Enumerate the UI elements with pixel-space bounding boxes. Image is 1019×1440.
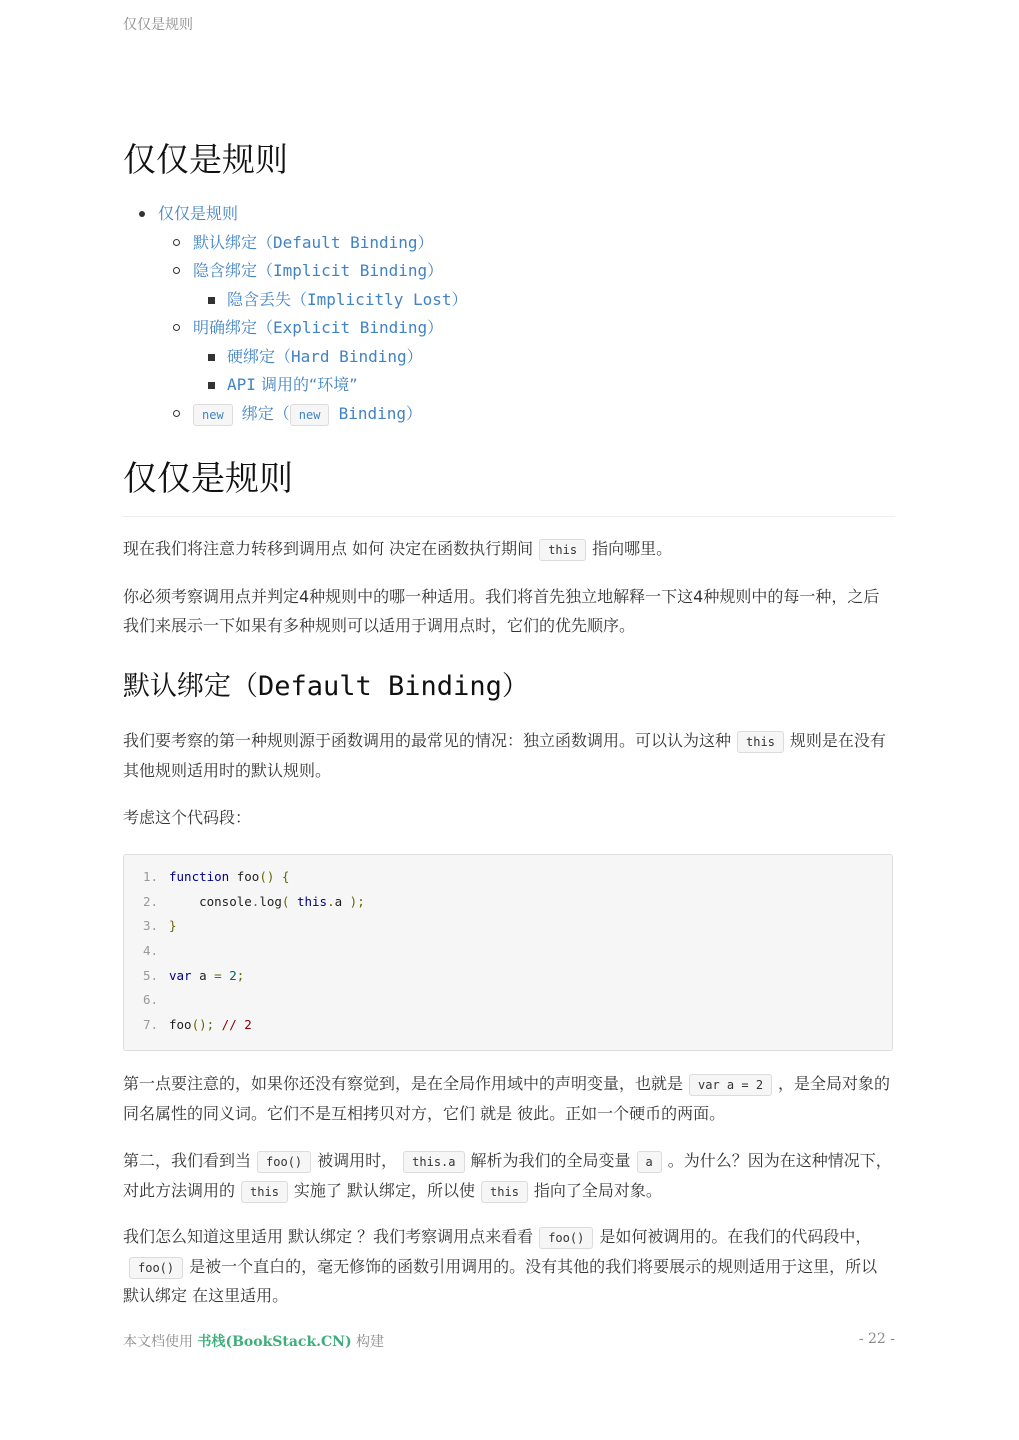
inline-code: this	[481, 1181, 528, 1203]
paragraph: 现在我们将注意力转移到调用点 如何 决定在函数执行期间 this 指向哪里。	[123, 535, 895, 565]
toc-item[interactable]	[123, 343, 823, 372]
code-line: 7. foo(); // 2	[124, 1013, 892, 1038]
page-title: 仅仅是规则	[123, 140, 288, 179]
footer-credit: 本文档使用 书栈(BookStack.CN) 构建	[123, 1334, 385, 1350]
paragraph: 我们怎么知道这里适用 默认绑定 ？我们考察调用点来看看 foo() 是如何被调用的。在我们的代码段中，foo() 是被一个直白的，毫无修饰的函数引用调用的。没有其他的我们将要展示的规则适用于这里，所以 默认绑定 在这里适用。	[123, 1227, 878, 1305]
toc-link[interactable]: new 绑定（ new Binding）	[193, 404, 422, 423]
toc-link[interactable]: API 调用的“环境”	[227, 375, 358, 394]
code-line: 3. }	[124, 914, 892, 939]
toc-link[interactable]: 硬绑定（Hard Binding）	[227, 346, 423, 366]
code-block	[123, 854, 893, 1051]
inline-code: this	[539, 539, 586, 561]
toc-item[interactable]	[123, 229, 823, 258]
line-number: 2.	[142, 893, 158, 909]
toc-item[interactable]	[123, 371, 823, 400]
toc-item[interactable]	[123, 286, 823, 315]
inline-code: foo()	[257, 1151, 311, 1173]
inline-code: this	[737, 731, 784, 753]
code-line: 2. console.log( this.a );	[124, 890, 892, 915]
line-number: 7.	[142, 1017, 158, 1033]
toc-item[interactable]	[123, 400, 823, 429]
paragraph: 你必须考察调用点并判定4种规则中的哪一种适用。我们将首先独立地解释一下这4种规则中的每一种，之后我们来展示一下如果有多种规则可以适用于调用点时，它们的优先顺序。	[123, 587, 880, 635]
page-number: - 22 -	[858, 1331, 895, 1347]
subsection-heading: 默认绑定（Default Binding）	[123, 671, 529, 702]
line-number: 3.	[142, 918, 158, 934]
brand-link[interactable]: 书栈(BookStack.CN)	[197, 1334, 352, 1350]
table-of-contents	[123, 200, 823, 428]
toc-link[interactable]: 隐含丢失（Implicitly Lost）	[227, 289, 468, 309]
toc-item[interactable]	[123, 200, 823, 229]
paragraph: 第二，我们看到当 foo() 被调用时， this.a 解析为我们的全局变量 a 。为什么？因为在这种情况下，对此方法调用的 this 实施了 默认绑定，所以使 this 指向了全局对象。	[123, 1147, 895, 1206]
inline-code: this	[241, 1181, 288, 1203]
paragraph: 我们要考察的第一种规则源于函数调用的最常见的情况：独立函数调用。可以认为这种 this 规则是在没有其他规则适用时的默认规则。	[123, 731, 886, 780]
toc-item[interactable]	[123, 257, 823, 286]
toc-link[interactable]: 隐含绑定（Implicit Binding）	[193, 261, 444, 280]
inline-code: var a = 2	[689, 1074, 772, 1096]
inline-code: a	[637, 1151, 662, 1173]
toc-link[interactable]: 仅仅是规则	[158, 204, 239, 223]
code-line	[124, 988, 892, 1013]
toc-link[interactable]: 默认绑定（Default Binding）	[193, 232, 434, 252]
line-number: 4.	[142, 943, 158, 959]
line-number: 6.	[142, 992, 158, 1008]
running-header: 仅仅是规则	[123, 17, 193, 33]
inline-code: new	[290, 404, 330, 426]
toc-item[interactable]	[123, 314, 823, 343]
paragraph: 考虑这个代码段：	[123, 808, 252, 827]
inline-code: foo()	[129, 1257, 183, 1279]
code-line: 5. var a = 2;	[124, 964, 892, 989]
section-title: 仅仅是规则	[123, 456, 895, 517]
line-number: 1.	[142, 869, 158, 884]
code-line: 1. function foo() {	[124, 865, 892, 890]
inline-code: new	[193, 404, 233, 426]
line-number: 5.	[142, 967, 158, 983]
paragraph: 第一点要注意的，如果你还没有察觉到，是在全局作用域中的声明变量，也就是 var a = 2 ，是全局对象的同名属性的同义词。它们不是互相拷贝对方，它们 就是 彼此。正如一个硬币的两面。	[123, 1074, 891, 1123]
toc-link[interactable]: 明确绑定（Explicit Binding）	[193, 318, 444, 337]
inline-code: this.a	[403, 1151, 464, 1173]
inline-code: foo()	[539, 1227, 593, 1249]
code-line	[124, 939, 892, 964]
